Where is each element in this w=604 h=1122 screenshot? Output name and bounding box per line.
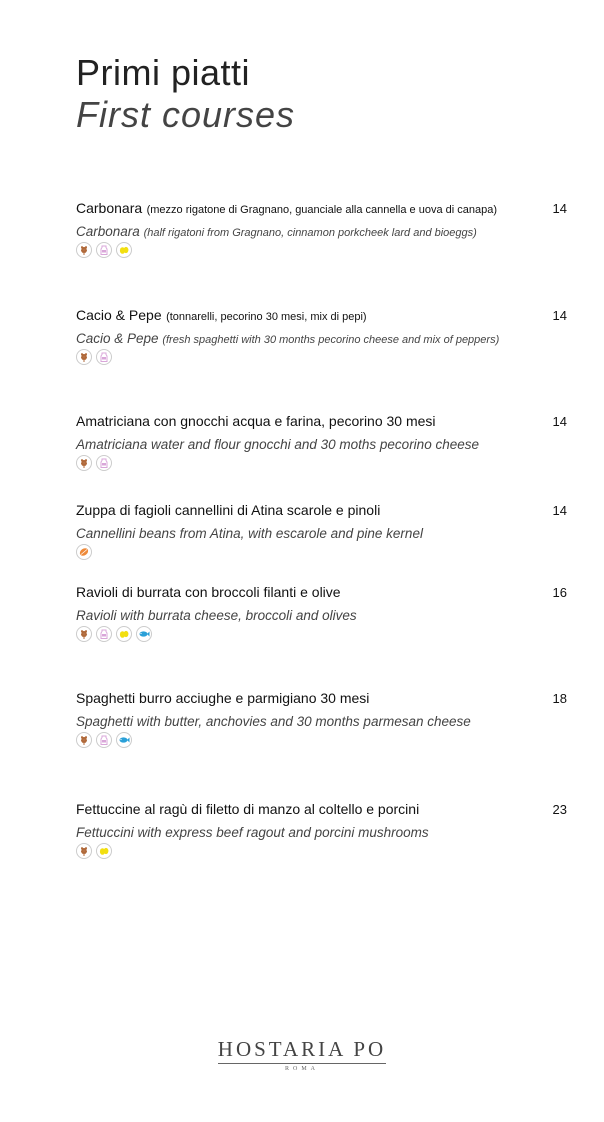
milk-icon xyxy=(96,455,112,471)
allergen-icons xyxy=(76,242,567,258)
milk-icon xyxy=(96,732,112,748)
egg-icon xyxy=(116,626,132,642)
menu-item xyxy=(76,200,567,258)
menu-item xyxy=(76,584,567,642)
allergen-icons xyxy=(76,732,567,748)
wheat-icon xyxy=(76,732,92,748)
milk-icon xyxy=(96,349,112,365)
dish-price: 18 xyxy=(552,691,567,706)
dish-note-en: (half rigatoni from Gragnano, cinnamon porkcheek lard and bioeggs) xyxy=(143,227,477,239)
fish-icon xyxy=(136,626,152,642)
egg-icon xyxy=(116,242,132,258)
restaurant-logo xyxy=(0,1037,604,1072)
dish-price: 23 xyxy=(552,802,567,817)
dish-note-en: (fresh spaghetti with 30 months pecorino cheese and mix of peppers) xyxy=(162,334,500,346)
dish-note: (mezzo rigatone di Gragnano, guanciale alla cannella e uova di canapa) xyxy=(146,204,498,216)
logo-text: HOSTARIA PO xyxy=(218,1037,386,1064)
menu-item xyxy=(76,801,567,859)
dish-name: Amatriciana con gnocchi acqua e farina, pecorino 30 mesi xyxy=(76,413,436,429)
wheat-icon xyxy=(76,455,92,471)
page-subtitle: First courses xyxy=(76,94,296,135)
milk-icon xyxy=(96,626,112,642)
dish-name-en: Spaghetti with butter, anchovies and 30 months parmesan cheese xyxy=(76,714,471,729)
page-title: Primi piatti xyxy=(76,52,251,93)
dish-price: 14 xyxy=(552,414,567,429)
allergen-icons xyxy=(76,349,567,365)
menu-item xyxy=(76,690,567,748)
dish-price: 14 xyxy=(552,201,567,216)
dish-name: Carbonara xyxy=(76,200,143,216)
nut-icon xyxy=(76,544,92,560)
dish-name: Ravioli di burrata con broccoli filanti e olive xyxy=(76,584,341,600)
dish-name-en: Ravioli with burrata cheese, broccoli and olives xyxy=(76,608,357,623)
dish-price: 14 xyxy=(552,308,567,323)
wheat-icon xyxy=(76,626,92,642)
egg-icon xyxy=(96,843,112,859)
dish-name-en: Fettuccini with express beef ragout and porcini mushrooms xyxy=(76,825,429,840)
wheat-icon xyxy=(76,843,92,859)
logo-subtext: ROMA xyxy=(284,1066,319,1072)
allergen-icons xyxy=(76,626,567,642)
dish-name: Cacio & Pepe xyxy=(76,307,162,323)
allergen-icons xyxy=(76,843,567,859)
wheat-icon xyxy=(76,349,92,365)
menu-item xyxy=(76,307,567,365)
fish-icon xyxy=(116,732,132,748)
dish-price: 14 xyxy=(552,503,567,518)
menu-item xyxy=(76,502,567,560)
dish-name: Spaghetti burro acciughe e parmigiano 30 mesi xyxy=(76,690,370,706)
dish-note: (tonnarelli, pecorino 30 mesi, mix di pepi) xyxy=(166,311,367,323)
dish-name-en: Amatriciana water and flour gnocchi and 30 moths pecorino cheese xyxy=(76,437,479,452)
allergen-icons xyxy=(76,455,567,471)
menu-item xyxy=(76,413,567,471)
dish-name-en: Cannellini beans from Atina, with escarole and pine kernel xyxy=(76,526,423,541)
dish-name: Fettuccine al ragù di filetto di manzo al coltello e porcini xyxy=(76,801,420,817)
wheat-icon xyxy=(76,242,92,258)
dish-name-en: Cacio & Pepe xyxy=(76,331,159,346)
milk-icon xyxy=(96,242,112,258)
dish-name-en: Carbonara xyxy=(76,224,140,239)
allergen-icons xyxy=(76,544,567,560)
dish-name: Zuppa di fagioli cannellini di Atina scarole e pinoli xyxy=(76,502,381,518)
dish-price: 16 xyxy=(552,585,567,600)
